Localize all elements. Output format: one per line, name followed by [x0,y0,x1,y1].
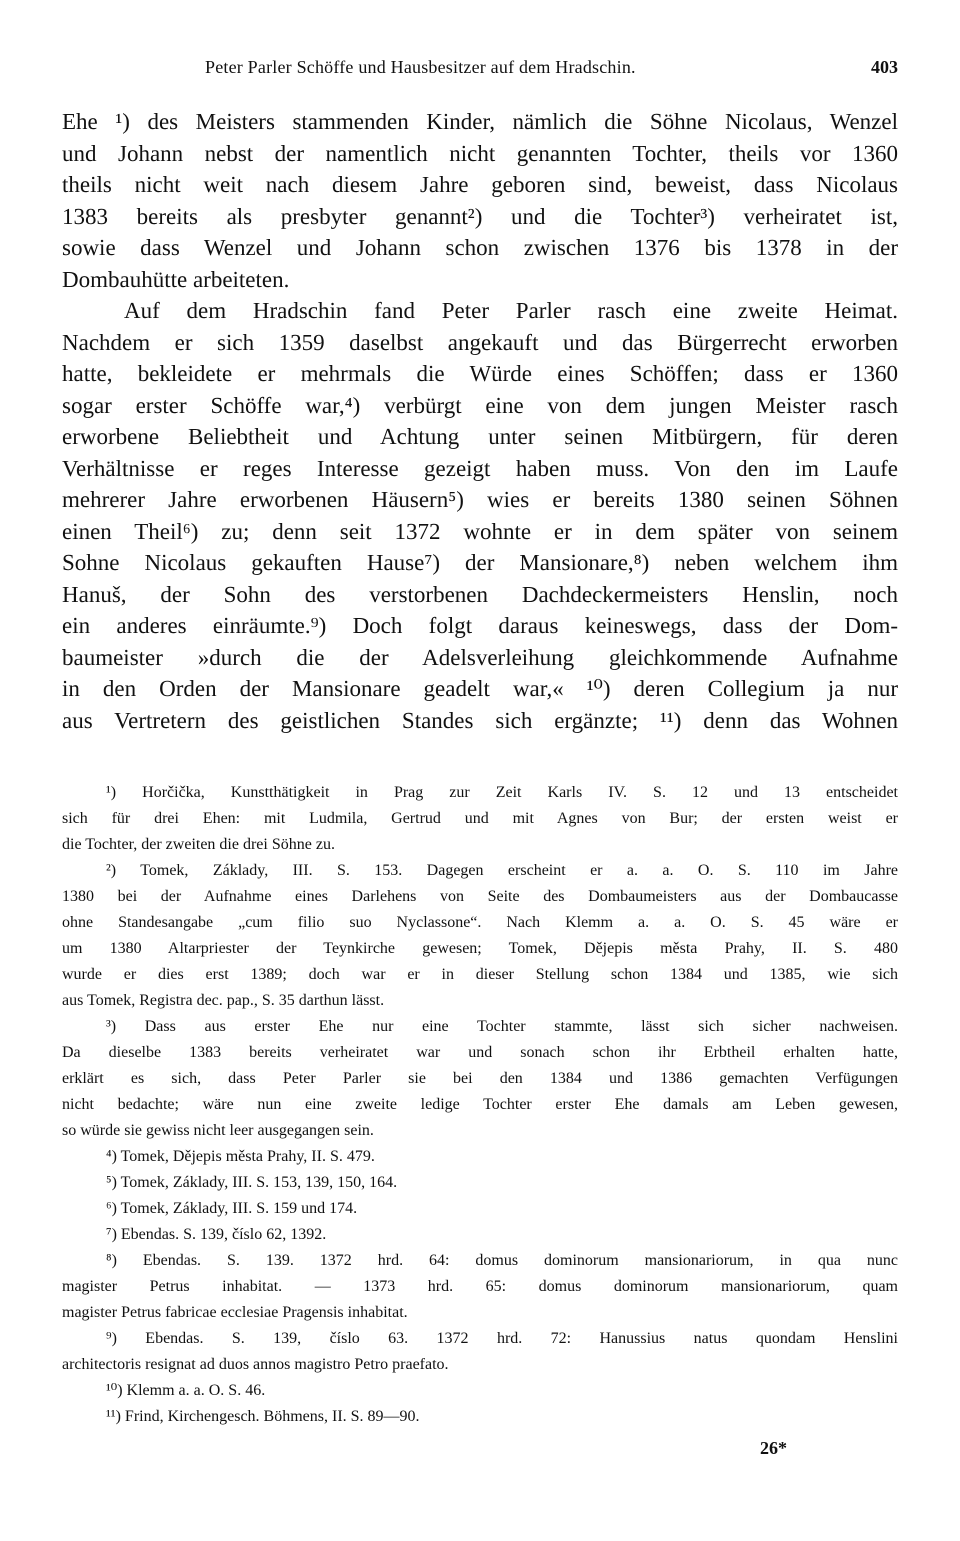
footnote-line: die Tochter, der zweiten die drei Söhne zu. [62,836,335,853]
body-line: in den Orden der Mansionare geadelt war,« ¹⁰) deren Collegium ja nur [62,676,898,701]
footnote-line: ³) Dass aus erster Ehe nur eine Tochter stammte, lässt sich sicher nachweisen. [106,1018,898,1035]
body-line: baumeister »durch die der Adelsverleihung gleichkommende Aufnahme [62,644,898,670]
running-head [62,57,898,87]
body-line: Hanuš, der Sohn des verstorbenen Dachdeckermeisters Henslin, noch [62,581,898,607]
page-number: 403 [871,57,898,77]
footnote-line: ⁸) Ebendas. S. 139. 1372 hrd. 64: domus dominorum mansionariorum, in qua nunc [106,1252,898,1269]
footnote-line: sich für drei Ehen: mit Ludmila, Gertrud und mit Agnes von Bur; der ersten weist er [62,810,898,827]
body-line: sogar erster Schöffe war,⁴) verbürgt eine von dem jungen Meister rasch [62,392,898,418]
footnote-line: architectoris resignat ad duos annos magistro Petro praefato. [62,1356,449,1373]
body-line: ein anderes einräumte.⁹) Doch folgt daraus keineswegs, dass der Dom- [62,613,898,638]
footnote-line: ¹¹) Frind, Kirchengesch. Böhmens, II. S. 89—90. [106,1408,420,1425]
running-title: Peter Parler Schöffe und Hausbesitzer auf dem Hradschin. [205,57,636,77]
footnote-line: erklärt es sich, dass Peter Parler sie bei den 1384 und 1386 gemachten Verfügungen [62,1070,898,1087]
footnote-line: ⁵) Tomek, Základy, III. S. 153, 139, 150, 164. [106,1174,398,1191]
footnote-line: so würde sie gewiss nicht leer ausgegangen sein. [62,1122,374,1139]
footnote-line: wurde er dies erst 1389; doch war er in dieser Stellung schon 1384 und 1385, wie sich [62,966,898,983]
body-line: Verhältnisse er reges Interesse gezeigt haben muss. Von den im Laufe [62,455,898,481]
body-line: erworbene Beliebtheit und Achtung unter seinen Mitbürgern, für deren [62,424,898,449]
footnote-line: um 1380 Altarpriester der Teynkirche gewesen; Tomek, Dějepis města Prahy, II. S. 480 [62,940,898,957]
footnote-line: ¹) Horčička, Kunstthätigkeit in Prag zur Zeit Karls IV. S. 12 und 13 entscheidet [106,784,898,801]
footnote-line: ¹⁰) Klemm a. a. O. S. 46. [106,1382,266,1399]
body-line: Dombauhütte arbeiteten. [62,266,290,292]
body-line: theils nicht weit nach diesem Jahre geboren sind, beweist, dass Nicolaus [62,172,898,197]
footnote-line: ⁷) Ebendas. S. 139, číslo 62, 1392. [106,1226,327,1243]
footnote-line: Da dieselbe 1383 bereits verheiratet war und sonach schon ihr Erbtheil erhalten hatte, [62,1044,898,1061]
body-line: Sohne Nicolaus gekauften Hause⁷) der Mansionare,⁸) neben welchem ihm [62,550,898,575]
body-line: Nachdem er sich 1359 daselbst angekauft und das Bürgerrecht erworben [62,329,898,355]
footnote-line: ⁶) Tomek, Základy, III. S. 159 und 174. [106,1200,358,1217]
body-line: einen Theil⁶) zu; denn seit 1372 wohnte er in dem später von seinem [62,518,898,544]
footnote-line: magister Petrus fabricae ecclesiae Pragensis inhabitat. [62,1304,408,1321]
body-line: 1383 bereits als presbyter genannt²) und die Tochter³) verheiratet ist, [62,203,898,229]
footnote-line: ⁴) Tomek, Dějepis města Prahy, II. S. 479. [106,1148,375,1165]
footnote-line: nicht bedachte; wäre nun eine zweite ledige Tochter erster Ehe damals am Leben gewesen, [62,1096,898,1113]
body-line: Auf dem Hradschin fand Peter Parler rasch eine zweite Heimat. [124,298,898,323]
footnote-line: magister Petrus inhabitat. — 1373 hrd. 65: domus dominorum mansionariorum, quam [62,1278,898,1295]
body-line: mehrerer Jahre erworbenen Häusern⁵) wies er bereits 1380 seinen Söhnen [62,487,898,512]
footnote-line: ohne Standesangabe „cum filio suo Nyclassone“. Nach Klemm a. a. O. S. 45 wäre er [62,914,898,931]
body-text [62,106,898,736]
body-line: und Johann nebst der namentlich nicht genannten Tochter, theils vor 1360 [62,140,898,166]
footnote-line: aus Tomek, Registra dec. pap., S. 35 darthun lässt. [62,992,385,1009]
footnote-line: ²) Tomek, Základy, III. S. 153. Dagegen erscheint er a. a. O. S. 110 im Jahre [106,862,898,879]
footnote-line: 1380 bei der Aufnahme eines Darlehens von Seite des Dombaumeisters aus der Dombaucasse [62,888,898,905]
footnote-line: ⁹) Ebendas. S. 139, číslo 63. 1372 hrd. 72: Hanussius natus quondam Henslini [106,1330,898,1347]
body-line: Ehe ¹) des Meisters stammenden Kinder, nämlich die Söhne Nicolaus, Wenzel [62,109,898,134]
body-line: hatte, bekleidete er mehrmals die Würde eines Schöffen; dass er 1360 [62,361,898,386]
body-line: sowie dass Wenzel und Johann schon zwischen 1376 bis 1378 in der [62,235,898,260]
signature-mark: 26* [760,1438,787,1458]
body-line: aus Vertretern des geistlichen Standes sich ergänzte; ¹¹) denn das Wohnen [62,707,898,733]
footnotes [62,780,898,1430]
